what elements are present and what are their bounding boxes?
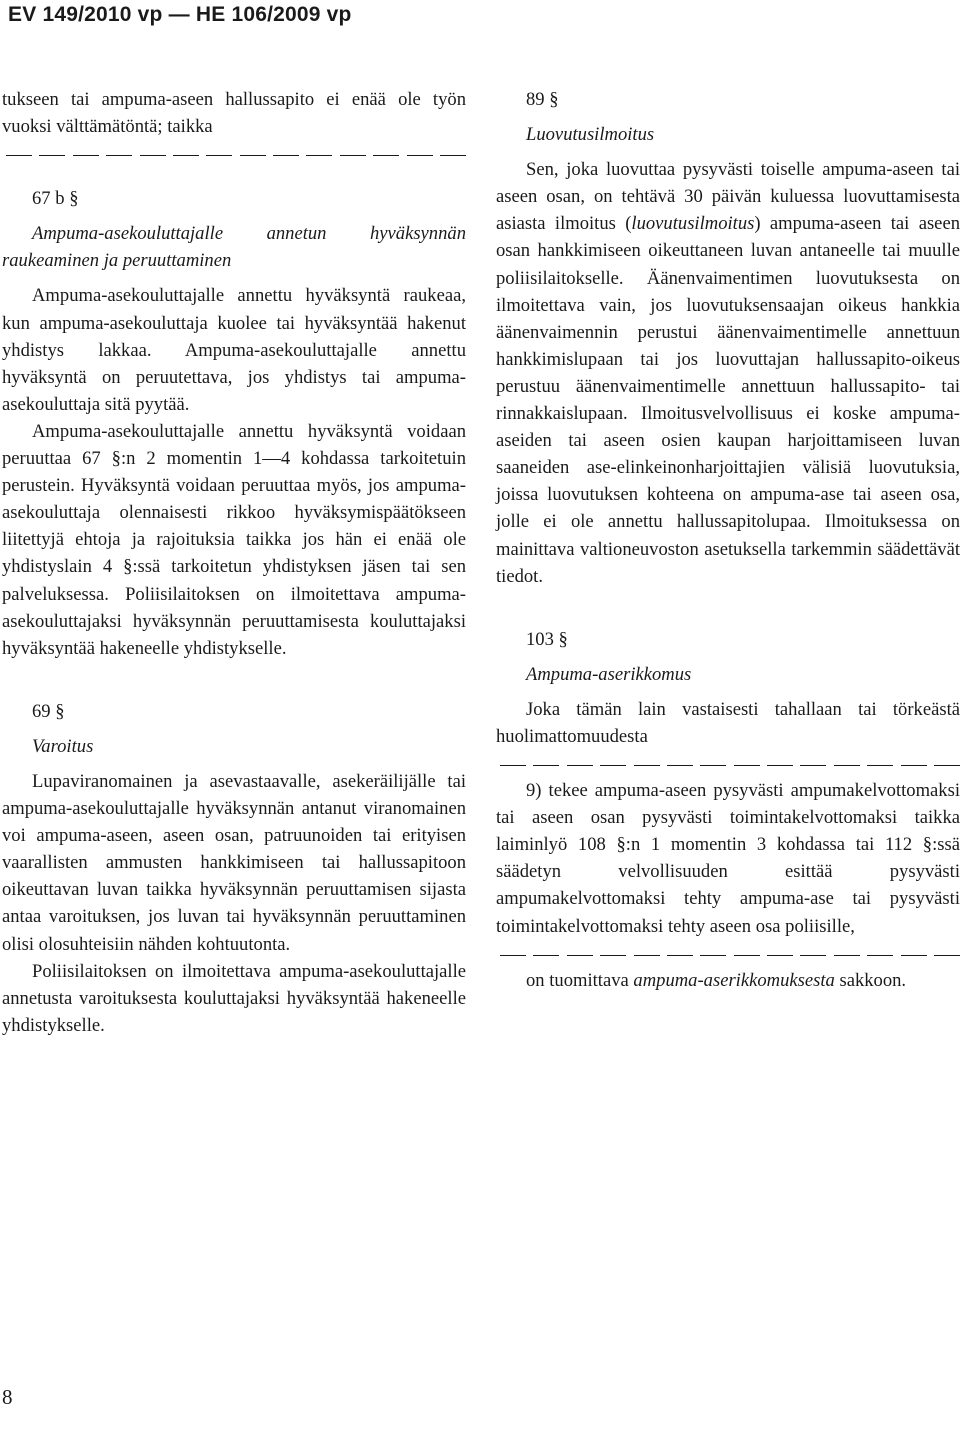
right-column xyxy=(496,86,960,994)
page-header: EV 149/2010 vp — HE 106/2009 vp xyxy=(8,3,352,26)
section-103-paragraph-1: Joka tämän lain vastaisesti tahallaan tai törkeästä huolimattomuudesta xyxy=(496,698,960,747)
section-103-sanction: on tuomittava ampuma-aserikkomuksesta sakkoon. xyxy=(526,969,907,991)
page-number: 8 xyxy=(2,1385,13,1409)
omission-dashes xyxy=(496,940,960,967)
section-69-paragraph-2: Poliisilaitoksen on ilmoitettava ampuma-asekouluttajalle annetusta varoituksesta kouluttajaksi hyväksyntää hakeneelle yhdistykselle. xyxy=(2,960,466,1036)
section-title-89: Luovutusilmoitus xyxy=(526,124,655,146)
section-67b-paragraph-1: Ampuma-asekouluttajalle annettu hyväksyntä raukeaa, kun ampuma-asekouluttaja kuolee tai hyväksyntää hakenut yhdistys lakkaa. Ampuma-asekouluttajalle annettu hyväksyntä on peruutettava, jos yhdistys tai ampuma-asekouluttaja sitä pyytää. xyxy=(2,285,466,415)
intro-paragraph: tukseen tai ampuma-aseen hallussapito ei enää ole työn vuoksi välttämätöntä; taikka xyxy=(2,89,466,138)
omission-dashes xyxy=(2,140,466,167)
defined-term: luovutusilmoitus xyxy=(631,213,755,235)
section-number-67b: 67 b § xyxy=(32,188,79,210)
section-number-103: 103 § xyxy=(526,628,568,650)
left-column xyxy=(2,86,466,1039)
section-103-item-9: 9) tekee ampuma-aseen pysyvästi ampumakelvottomaksi tai aseen osan pysyvästi toimintakelvottomaksi taikka laiminlyö 108 §:n 1 momentin 3 kohdassa tai 112 §:ssä säädetyn velvollisuuden esittää pysyvästi ampumakelvottomaksi tehty ampuma-ase tai pysyvästi toimintakelvottomaksi tehty aseen osa poliisille, xyxy=(496,780,960,937)
offence-name: ampuma-aserikkomuksesta xyxy=(633,969,835,991)
omission-dashes xyxy=(496,750,960,777)
section-number-69: 69 § xyxy=(32,700,65,722)
section-title-103: Ampuma-aserikkomus xyxy=(526,663,692,685)
section-title-69: Varoitus xyxy=(32,735,94,757)
section-67b-paragraph-2: Ampuma-asekouluttajalle annettu hyväksyntä voidaan peruuttaa 67 §:n 2 momentin 1—4 kohdassa tarkoitetuin perustein. Hyväksyntä voidaan peruuttaa myös, jos ampuma-asekouluttaja olennaisesti rikkoo hyväksymispäätökseen liitettyjä ehtoja ja rajoituksia taikka jos hän ei enää ole yhdistyslain 4 §:ssä tarkoitetun yhdistyksen jäsen tai sen palveluksessa. Poliisilaitoksen on ilmoitettava ampuma-asekouluttajaksi hyväksynnän peruuttamisesta kouluttajaksi hyväksyntää hakeneelle yhdistykselle. xyxy=(2,420,466,659)
section-number-89: 89 § xyxy=(526,89,559,110)
section-title-67b: Ampuma-asekouluttajalle annetun hyväksynnän raukeaminen ja peruuttaminen xyxy=(2,223,466,272)
section-89-paragraph-1: Sen, joka luovuttaa pysyvästi toiselle ampuma-aseen tai aseen osan, on tehtävä 30 päivän kuluessa luovuttamisesta asiasta ilmoitus (luovutusilmoitus) ampuma-aseen tai aseen osan hankkimiseen oikeuttaneen luvan antaneelle tai muulle poliisilaitokselle. Äänenvaimentimen luovutuksesta on ilmoitettava vain, jos luovutuksensaajan oikeus hankkia äänenvaimennin perustui äänenvaimentimelle annettuun hankkimislupaan tai jos luovuttajan hallussapito-oikeus perustuu äänenvaimentimelle annettuun hallussapito- tai rinnakkaislupaan. Ilmoitusvelvollisuus ei koske ampuma-aseiden tai aseen osien kaupan harjoittamiseen luvan saaneiden ase-elinkeinonharjoittajien välisiä luovutuksia, joissa luovutuksen kohteena on ampuma-ase tai aseen osa, jolle ei ole annettu hallussapitolupaa. Ilmoituksessa on mainittava valtioneuvoston asetuksella tarkemmin säädettävät tiedot. xyxy=(496,159,960,587)
section-69-paragraph-1: Lupaviranomainen ja asevastaavalle, asekeräilijälle tai ampuma-asekouluttajalle hyväksynnän antanut viranomainen voi ampuma-aseen, aseen osan, patruunoiden tai erityisen vaarallisten ammusten hankkimiseen tai hallussapitoon oikeuttavan luvan taikka hyväksynnän peruuttamisen sijasta antaa varoituksen, jos luvan tai hyväksynnän peruuttaminen olisi olosuhteisiin nähden kohtuutonta. xyxy=(2,770,466,955)
